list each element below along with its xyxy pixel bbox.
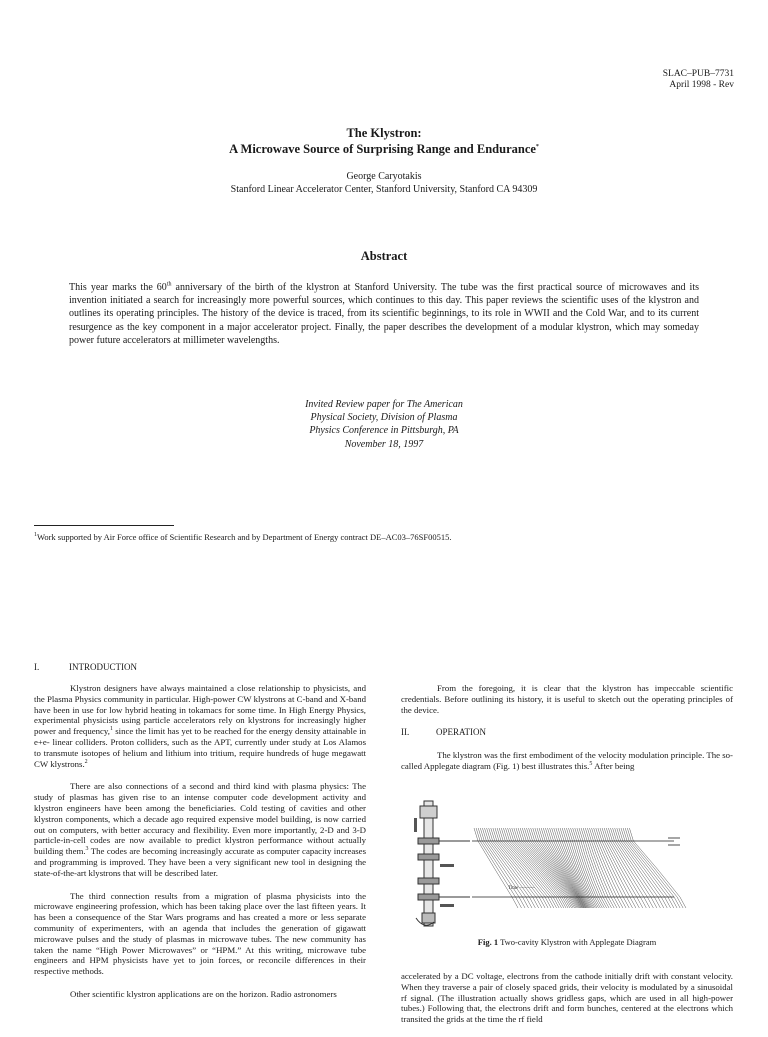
invited-line4: November 18, 1997: [344, 438, 424, 450]
electron-trajectory: [480, 828, 528, 908]
left-column: [34, 683, 366, 1012]
footnote-rule: [34, 525, 174, 526]
paragraph: accelerated by a DC voltage, electrons from the cathode initially drift with constant velocity. When they traverse a pair of closely spaced grids, their velocity is modulated by a sinusoidal rf signal. (The illustration actually shows gridless gaps, which are used in all high-power tubes.) Following that, the electrons drift and form bunches, centered at the electrons which transited the grids at the time the rf field: [401, 971, 733, 1025]
electron-trajectory: [625, 828, 680, 908]
electron-trajectory: [590, 828, 623, 908]
electron-trajectory: [627, 828, 683, 908]
invited-line3: Physics Conference in Pittsburgh, PA: [309, 425, 459, 437]
section-heading-intro: [34, 662, 366, 673]
paragraph: The third connection results from a migration of plasma physicists into the microwave engineering profession, which has been taking place over the last fifteen years. It has been a consequence of the Star Wars programs and has created a more or less separate community of experimenters, with an agenda that includes the generation of gigawatt microwave pulses and the study of plasmas in microwave tubes. The new community has taken the name “High Power Microwaves” or “HPM.” At this writing, microwave tube engineers and HPM physicists have yet to join forces, or reconcile differences in their respective methods.: [34, 890, 366, 977]
footnote: [34, 532, 451, 543]
figure-caption-text: Two-cavity Klystron with Applegate Diagram: [498, 937, 657, 947]
paragraph: The klystron was the first embodiment of the velocity modulation principle. The so-called Applegate diagram (Fig. 1) best illustrates this.$^5$ After being: [401, 750, 733, 771]
paragraph: Other scientific klystron applications are on the horizon. Radio astronomers: [70, 988, 337, 999]
electron-trajectory: [485, 828, 536, 908]
paragraph: From the foregoing, it is clear that the klystron has impeccable scientific credentials. Before outlining its history, it is useful to sketch out the operating principles of the device.: [401, 683, 733, 715]
time-axis-label: Time ———: [508, 886, 535, 891]
abstract-sup: th: [166, 281, 172, 288]
electron-trajectory: [594, 828, 630, 908]
report-id: SLAC–PUB–7731: [662, 69, 734, 79]
paper-title-line1: The Klystron:: [346, 126, 422, 140]
figure-label: Fig. 1: [477, 937, 499, 947]
applegate-diagram-figure: [412, 798, 688, 933]
report-date: April 1998 - Rev: [669, 80, 734, 90]
abstract-heading: Abstract: [360, 249, 408, 263]
abstract-body: [69, 281, 699, 347]
invited-line1: Invited Review paper for The American: [305, 399, 463, 410]
section-title: OPERATION: [436, 727, 487, 738]
section-number: I.: [34, 662, 40, 672]
title-footnote-marker: *: [535, 143, 539, 150]
paragraph: Klystron designers have always maintained a close relationship to physicists, and the Plasma Physics community in particular. High-power CW klystrons at C-band and X-band have been in use for low hybrid heating in tokamacs for some time. In High Energy Physics, experimental physicists using particle accelerators rely on klystrons for increasingly higher power and frequency,$^1$ since the limit has yet to be reached for the energy density attainable in e+e- linear colliders. Proton colliders, such as the APT, currently under study at Los Alamos to transmute isotopes of helium and lithium into tritium, require hundreds of huge megawatt CW klystrons.$^2$: [34, 683, 366, 769]
paper-title-text: A Microwave Source of Surprising Range and Endurance: [229, 142, 536, 156]
section-title: INTRODUCTION: [69, 662, 137, 672]
footnote-text: Work supported by Air Force office of Scientific Research and by Department of Energy contract DE–AC03–76SF00515.: [37, 532, 452, 542]
right-column-top: [401, 683, 733, 784]
report-meta: [663, 69, 734, 91]
figure-caption: [401, 937, 733, 947]
applegate-diagram-image: [412, 798, 688, 933]
electron-trajectory: [478, 828, 525, 908]
paper-title-line2: [0, 141, 768, 157]
paragraph: There are also connections of a second and third kind with plasma physics: The study of plasmas has given rise to an intense computer code development activity and klystron engineers have been among the beneficiaries. Cold testing of cavities and other klystron components, which a decade ago required expensive model building, is now carried out on computers, with better accuracy and flexibility. Even more importantly, 2-D and 3-D particle-in-cell codes are now available to predict klystron performance without actually building them.$^3$ The codes are becoming increasingly accurate as computer capacity increases and programming is improved. They have been a very significant new tool in designing the state-of-the-art klystrons that will be described later.: [34, 781, 367, 878]
abstract-text-pre: This year marks the 60: [69, 282, 167, 293]
footnote-marker: 1: [34, 532, 37, 539]
author-affiliation: Stanford Linear Accelerator Center, Stanford University, Stanford CA 94309: [230, 184, 538, 195]
electron-trajectory: [592, 828, 626, 908]
electron-trajectory: [577, 828, 607, 908]
invited-line2: Physical Society, Division of Plasma: [310, 412, 458, 424]
right-column-bottom: [401, 971, 733, 1037]
invited-note: [0, 398, 768, 451]
section-number: II.: [401, 727, 410, 738]
electron-trajectory: [617, 828, 667, 908]
electron-trajectory: [491, 828, 545, 908]
author-name: George Caryotakis: [346, 171, 422, 182]
section-heading-operation: [401, 727, 733, 738]
abstract-text-post: anniversary of the birth of the klystron at Stanford University. The tube was the first practical source of microwaves and its invention initiated a search for increasingly more powerful sources, which continues to this day. This paper reviews the scientific uses of the klystron and outlines its operating principles. The history of the device is traced, from its scientific beginnings, to its role in WWII and the Cold War, and to its current resurgence as the key component in a major accelerator project. Finally, the paper describes the development of a modular klystron, which may someday power future accelerators at millimeter wavelengths.: [69, 282, 700, 346]
